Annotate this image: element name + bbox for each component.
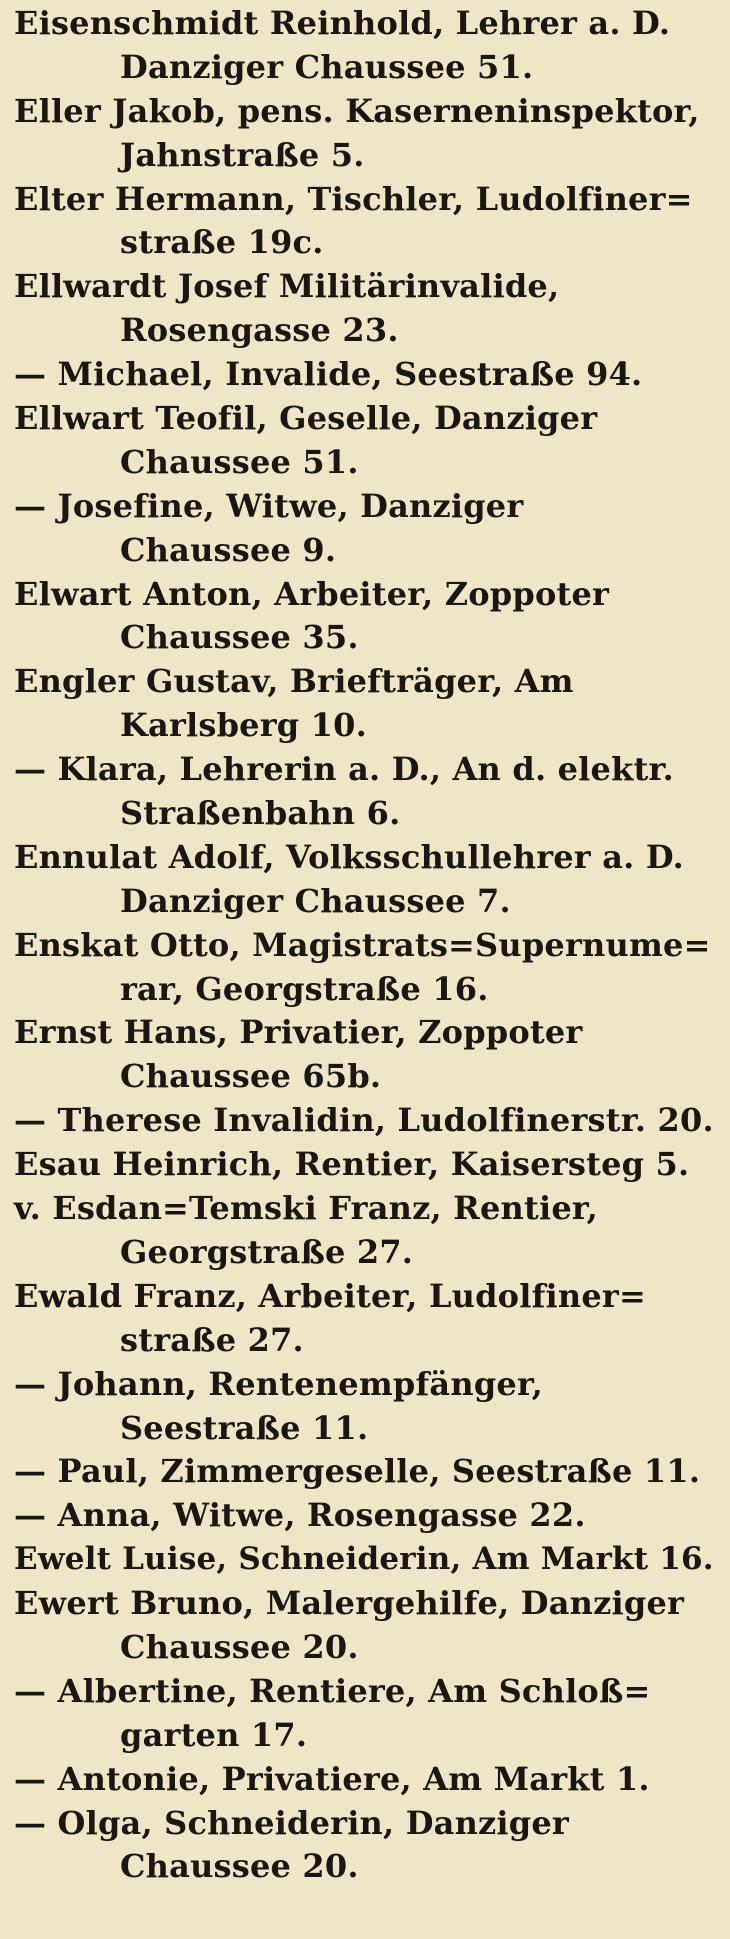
- entry-line: Esau Heinrich, Rentier, Kaisersteg 5.: [14, 1145, 690, 1184]
- entry-line: — Anna, Witwe, Rosengasse 22.: [14, 1496, 586, 1535]
- entry-continuation-line: rar, Georgstraße 16.: [120, 969, 489, 1008]
- directory-entry: [14, 1011, 724, 1099]
- entry-line: — Paul, Zimmergeselle, Seestraße 11.: [14, 1452, 701, 1491]
- directory-entry: [14, 2, 724, 90]
- directory-entry: [14, 397, 724, 485]
- directory-entry: [14, 1187, 724, 1275]
- directory-entry: [14, 1143, 724, 1187]
- entry-continuation-line: Karlsberg 10.: [120, 706, 367, 745]
- entry-continuation-line: Danziger Chaussee 51.: [120, 47, 534, 86]
- entry-line: — Albertine, Rentiere, Am Schloß=: [14, 1671, 651, 1710]
- directory-entry: [14, 573, 724, 661]
- entry-line: Eller Jakob, pens. Kaserneninspektor,: [14, 91, 700, 130]
- entry-line: Ennulat Adolf, Volksschullehrer a. D.: [14, 837, 684, 876]
- directory-entry: [14, 660, 724, 748]
- directory-entry: [14, 1758, 724, 1802]
- directory-entry: [14, 1494, 724, 1538]
- directory-entry: [14, 836, 724, 924]
- entry-continuation-line: Chaussee 20.: [120, 1847, 359, 1886]
- directory-entry: [14, 1099, 724, 1143]
- entry-continuation-line: Chaussee 51.: [120, 442, 359, 481]
- entry-line: — Klara, Lehrerin a. D., An d. elektr.: [14, 750, 674, 789]
- entry-line: — Johann, Rentenempfänger,: [14, 1364, 544, 1403]
- entry-line: Ellwart Teofil, Geselle, Danziger: [14, 399, 598, 438]
- entry-continuation-line: Chaussee 9.: [120, 530, 337, 569]
- directory-entry: [14, 1670, 724, 1758]
- entry-line: Ellwardt Josef Militärinvalide,: [14, 267, 560, 306]
- entry-line: Ewald Franz, Arbeiter, Ludolfiner=: [14, 1276, 647, 1315]
- entry-continuation-line: straße 19c.: [120, 223, 324, 262]
- directory-entry: [14, 178, 724, 266]
- entry-line: Ewert Bruno, Malergehilfe, Danziger: [14, 1584, 685, 1623]
- directory-entry: [14, 924, 724, 1012]
- directory-entry: [14, 1538, 724, 1582]
- entry-continuation-line: Seestraße 11.: [120, 1408, 369, 1447]
- directory-entry: [14, 748, 724, 836]
- entry-continuation-line: Chaussee 20.: [120, 1627, 359, 1666]
- directory-entry: [14, 265, 724, 353]
- entry-continuation-line: Jahnstraße 5.: [120, 135, 365, 174]
- entry-line: Eisenschmidt Reinhold, Lehrer a. D.: [14, 4, 671, 42]
- entry-line: Elter Hermann, Tischler, Ludolfiner=: [14, 179, 693, 218]
- entry-continuation-line: Georgstraße 27.: [120, 1232, 414, 1271]
- entry-line: Ernst Hans, Privatier, Zoppoter: [14, 1013, 583, 1052]
- entry-line: — Josefine, Witwe, Danziger: [14, 486, 524, 525]
- entry-line: Engler Gustav, Briefträger, Am: [14, 662, 574, 701]
- entry-line: — Michael, Invalide, Seestraße 94.: [14, 355, 643, 394]
- directory-entry: [14, 1582, 724, 1670]
- entry-line: — Therese Invalidin, Ludolfinerstr. 20.: [14, 1101, 714, 1140]
- entry-continuation-line: Straßenbahn 6.: [120, 794, 401, 833]
- directory-entry: [14, 485, 724, 573]
- entry-line: — Olga, Schneiderin, Danziger: [14, 1803, 569, 1842]
- directory-entry: [14, 1275, 724, 1363]
- directory-entry: [14, 1802, 724, 1890]
- entry-line: Ewelt Luise, Schneiderin, Am Markt 16.: [14, 1541, 714, 1578]
- entry-line: Elwart Anton, Arbeiter, Zoppoter: [14, 574, 610, 613]
- entry-continuation-line: Chaussee 65b.: [120, 1057, 382, 1096]
- entry-line: — Antonie, Privatiere, Am Markt 1.: [14, 1759, 650, 1798]
- entry-continuation-line: garten 17.: [120, 1715, 308, 1754]
- directory-entry: [14, 1450, 724, 1494]
- entry-continuation-line: straße 27.: [120, 1320, 304, 1359]
- entry-line: Enskat Otto, Magistrats=Supernume=: [14, 925, 711, 964]
- directory-entry: [14, 1363, 724, 1451]
- entry-continuation-line: Danziger Chaussee 7.: [120, 881, 511, 920]
- directory-entry: [14, 353, 724, 397]
- directory-entry: [14, 90, 724, 178]
- entry-line: v. Esdan=Temski Franz, Rentier,: [14, 1189, 598, 1228]
- entry-continuation-line: Chaussee 35.: [120, 618, 359, 657]
- entry-continuation-line: Rosengasse 23.: [120, 311, 399, 350]
